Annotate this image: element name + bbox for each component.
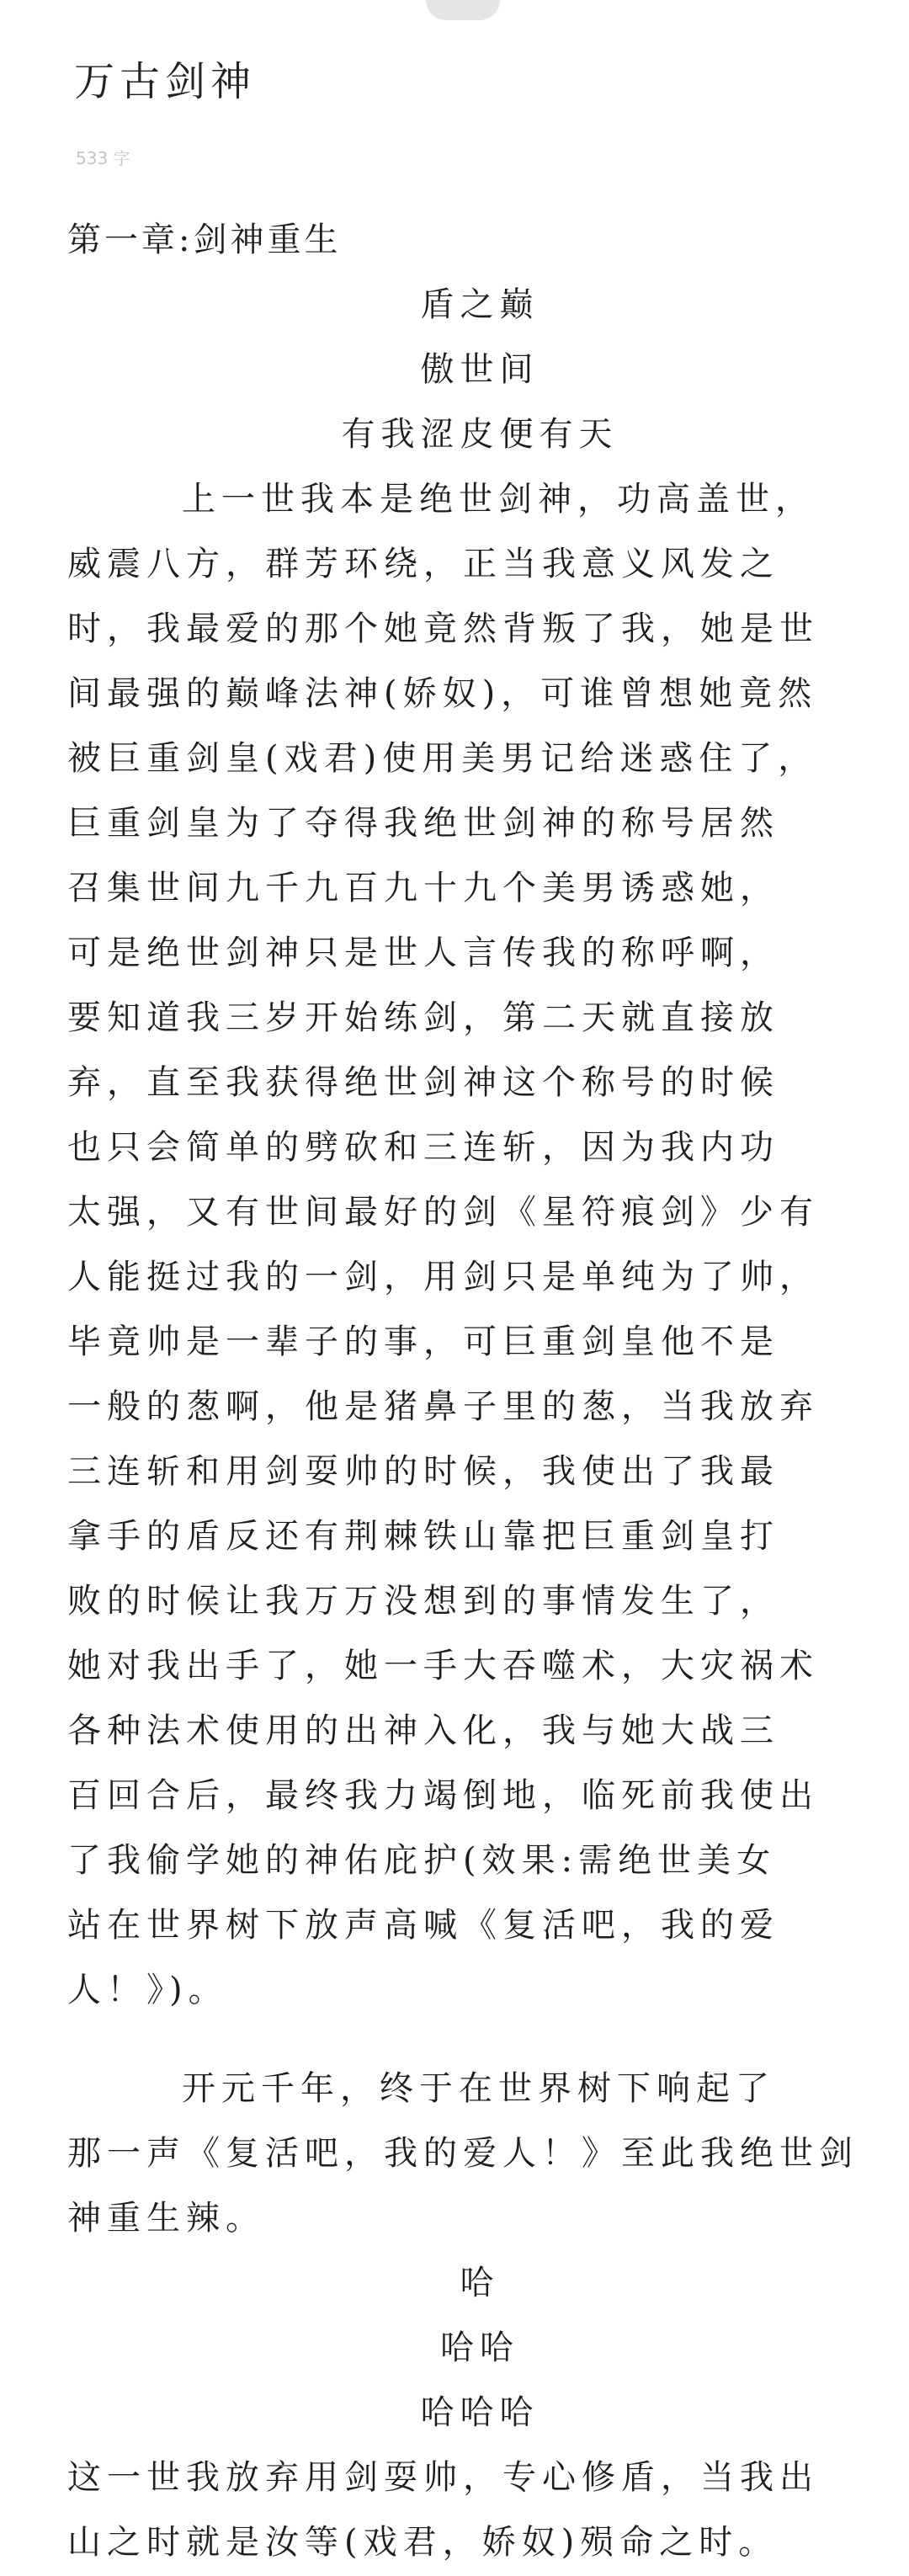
paragraph-line: 三连斩和用剑耍帅的时候，我使出了我最 xyxy=(67,1452,779,1491)
laugh-line: 哈 xyxy=(460,2264,500,2302)
paragraph-line: 上一世我本是绝世剑神，功高盖世， xyxy=(182,480,815,519)
paragraph-line: 拿手的盾反还有荆棘铁山靠把巨重剑皇打 xyxy=(67,1517,779,1556)
poem-line: 有我涩皮便有天 xyxy=(341,415,619,454)
paragraph-line: 神重生辣。 xyxy=(67,2199,265,2238)
paragraph-line: 威震八方，群芳环绕，正当我意义风发之 xyxy=(67,545,779,583)
poem-line: 傲世间 xyxy=(420,350,540,389)
laugh-line: 哈哈 xyxy=(440,2329,519,2367)
paragraph-line: 一般的葱啊，他是猪鼻子里的葱，当我放弃 xyxy=(67,1387,819,1426)
paragraph-line: 这一世我放弃用剑耍帅，专心修盾，当我出 xyxy=(67,2458,819,2497)
paragraph-line: 毕竟帅是一辈子的事，可巨重剑皇他不是 xyxy=(67,1323,779,1361)
paragraph-line: 百回合后，最终我力竭倒地，临死前我使出 xyxy=(67,1776,819,1815)
document-page xyxy=(67,0,858,2576)
paragraph-line: 开元千年，终于在世界树下响起了 xyxy=(182,2069,775,2108)
document-body xyxy=(67,208,858,2575)
paragraph-line: 时，我最爱的那个她竟然背叛了我，她是世 xyxy=(67,609,819,648)
paragraph-line: 可是绝世剑神只是世人言传我的称呼啊， xyxy=(67,934,779,972)
paragraph-line: 那一声《复活吧，我的爱人！》至此我绝世剑 xyxy=(67,2134,858,2173)
paragraph-line: 巨重剑皇为了夺得我绝世剑神的称号居然 xyxy=(67,804,779,843)
paragraph-line: 要知道我三岁开始练剑，第二天就直接放 xyxy=(67,998,779,1037)
paragraph-line: 各种法术使用的出神入化，我与她大战三 xyxy=(67,1711,779,1750)
document-title: 万古剑神 xyxy=(74,58,257,105)
paragraph-line: 也只会简单的劈砍和三连斩，因为我内功 xyxy=(67,1128,779,1167)
paragraph-line: 站在世界树下放声高喊《复活吧，我的爱 xyxy=(67,1906,779,1945)
paragraph-gap xyxy=(67,2023,858,2057)
paragraph-line: 败的时候让我万万没想到的事情发生了， xyxy=(67,1582,779,1621)
paragraph-line: 她对我出手了，她一手大吞噬术，大灾祸术 xyxy=(67,1647,819,1685)
paragraph-line: 弃，直至我获得绝世剑神这个称号的时候 xyxy=(67,1063,779,1102)
word-count: 533 字 xyxy=(76,148,130,168)
paragraph-line: 人！》)。 xyxy=(67,1971,228,2009)
paragraph-line: 间最强的巅峰法神(娇奴)，可谁曾想她竟然 xyxy=(67,674,818,713)
paragraph-line: 山之时就是汝等(戏君，娇奴)殒命之时。 xyxy=(67,2523,779,2562)
paragraph-line: 召集世间九千九百九十九个美男诱惑她， xyxy=(67,869,779,907)
chapter-heading: 第一章:剑神重生 xyxy=(67,221,342,259)
paragraph-line: 了我偷学她的神佑庇护(效果:需绝世美女 xyxy=(67,1841,777,1880)
paragraph-line: 人能挺过我的一剑，用剑只是单纯为了帅， xyxy=(67,1258,819,1296)
paragraph-line: 太强，又有世间最好的剑《星符痕剑》少有 xyxy=(67,1193,819,1232)
laugh-line: 哈哈哈 xyxy=(420,2393,540,2432)
paragraph-line: 被巨重剑皇(戏君)使用美男记给迷惑住了， xyxy=(67,739,818,778)
poem-line: 盾之巅 xyxy=(420,285,540,324)
